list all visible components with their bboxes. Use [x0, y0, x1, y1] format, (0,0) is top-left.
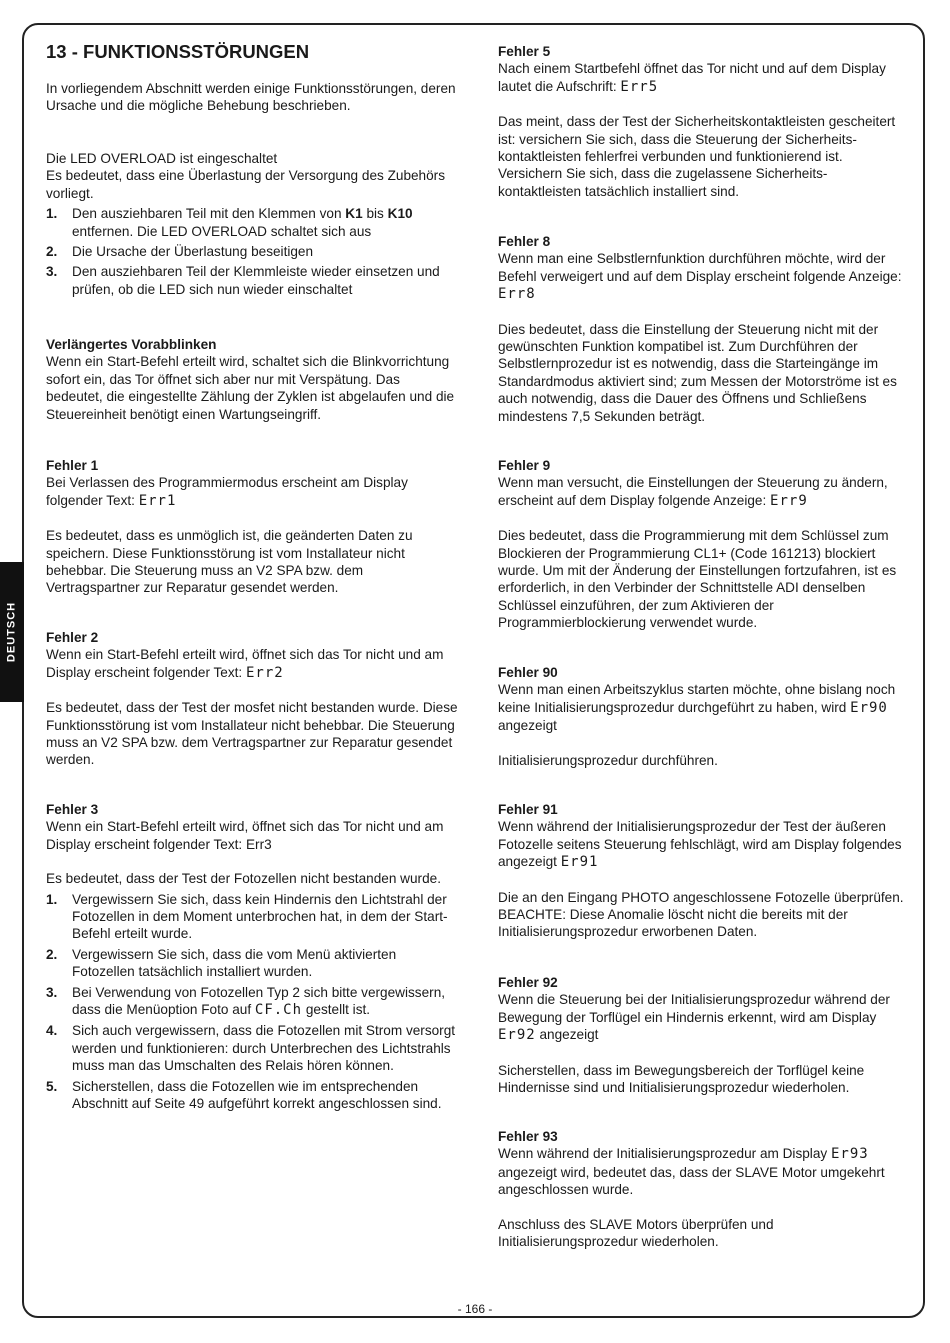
- section-heading: Fehler 90: [498, 665, 558, 680]
- section-text: Bei Verlassen des Programmiermodus erscheint am Display folgender Text: Err1: [46, 475, 408, 509]
- section-text: Wenn während der Initialisierungsprozedur am Display Er93 angezeigt wird, bedeutet das, dass der SLAVE Motor umgekehrt angeschlossen wurde.: [498, 1146, 885, 1198]
- list-item: 3. Bei Verwendung von Fotozellen Typ 2 sich bitte vergewissern, dass die Menüoption Foto auf CF.Ch gestellt ist.: [46, 984, 446, 1019]
- section-heading: Fehler 5: [498, 44, 551, 59]
- display-code: Er90: [850, 699, 888, 716]
- fehler-2: [46, 629, 460, 769]
- section-text: Das meint, dass der Test der Sicherheitskontaktleisten gescheitert ist: versichern Sie sich, dass die Steuerung der Sicherheits-kontaktleisten fehlerfrei verbunden und funktionierend ist. Versichern Sie sich, dass die zugelassene Sicherheits-kontaktleisten tatsächlich installiert sind.: [498, 114, 896, 199]
- list-item: 1. Den ausziehbaren Teil mit den Klemmen von K1 bis K10 entfernen. Die LED OVERLOAD schaltet sich aus: [46, 206, 413, 239]
- section-heading: Fehler 9: [498, 458, 551, 473]
- overload-line1: Die LED OVERLOAD ist eingeschaltet: [46, 151, 278, 166]
- display-code: CF.Ch: [254, 1002, 303, 1019]
- fehler-9: [498, 457, 908, 632]
- section-text: Nach einem Startbefehl öffnet das Tor nicht und auf dem Display lautet die Aufschrift: Err5: [498, 61, 886, 95]
- section-text: Wenn man einen Arbeitszyklus starten möchte, ohne bislang noch keine Initialisierungsprozedur durchgeführt zu haben, wird Er90 angezeigt: [498, 682, 896, 734]
- fehler-92: [498, 974, 908, 1096]
- section-heading: Fehler 93: [498, 1129, 558, 1144]
- overload-section: [46, 150, 460, 301]
- list-item: 2. Die Ursache der Überlastung beseitigen: [46, 244, 314, 260]
- section-text: Sicherstellen, dass im Bewegungsbereich der Torflügel keine Hindernisse sind und Initialisierungsprozedur wiederholen.: [498, 1062, 865, 1096]
- section-heading: Fehler 91: [498, 802, 558, 817]
- vorabblinken-section: [46, 336, 460, 423]
- section-heading: Fehler 2: [46, 630, 99, 645]
- fehler-1: [46, 457, 460, 597]
- fehler-8: [498, 233, 908, 425]
- display-code: Err8: [498, 286, 536, 303]
- section-text: Es bedeutet, dass es unmöglich ist, die geänderten Daten zu speichern. Diese Funktionsstörung ist vom Installateur nicht behebbar. Die Steuerung muss an V2 SPA bzw. dem Vertragspartner zur Reparatur gesendet werden.: [46, 528, 413, 596]
- section-heading: Verlängertes Vorabblinken: [46, 337, 217, 352]
- fehler-3-steps: [46, 891, 460, 1113]
- language-tab: [0, 562, 24, 702]
- overload-line2: Es bedeutet, dass eine Überlastung der Versorgung des Zubehörs vorliegt.: [46, 168, 446, 201]
- list-item: 5. Sicherstellen, dass die Fotozellen wie im entsprechenden Abschnitt auf Seite 49 aufgeführt korrekt angeschlossen sind.: [46, 1078, 442, 1112]
- section-text: Wenn man versucht, die Einstellungen der Steuerung zu ändern, erscheint auf dem Display folgende Anzeige: Err9: [498, 475, 888, 509]
- display-code: Er92: [498, 1027, 536, 1044]
- overload-steps: [46, 205, 460, 298]
- section-title: 13 - FUNKTIONSSTÖRUNGEN: [46, 41, 310, 62]
- list-item: 1. Vergewissern Sie sich, dass kein Hindernis den Lichtstrahl der Fotozellen in dem Moment unterbrochen hat, in dem der Start-Befehl erteilt wurde.: [46, 891, 448, 942]
- intro-text: In vorliegendem Abschnitt werden einige Funktionsstörungen, deren Ursache und die mögliche Behebung beschrieben.: [46, 81, 456, 114]
- list-item: 3. Den ausziehbaren Teil der Klemmleiste wieder einsetzen und prüfen, ob die LED sich nun wieder einschaltet: [46, 264, 440, 297]
- section-text: Es bedeutet, dass der Test der Fotozellen nicht bestanden wurde.: [46, 871, 441, 887]
- fehler-5: [498, 43, 908, 200]
- section-text: Dies bedeutet, dass die Einstellung der Steuerung nicht mit der gewünschten Funktion kompatibel ist. Zum Durchführen der Selbstlernprozedur ist es notwendig, dass die Starteingänge im Standardmodus aktiviert sind; zum Messen der Motorströme ist es auch notwendig, dass die Dauer des Öffnens und Schließens mindestens 7,5 Sekunden beträgt.: [498, 321, 897, 424]
- display-code: Er93: [830, 1146, 869, 1163]
- section-text: Wenn man eine Selbstlernfunktion durchführen möchte, wird der Befehl verweigert und auf dem Display erscheint folgende Anzeige: Err8: [498, 251, 902, 303]
- display-code: Err9: [770, 492, 808, 509]
- fehler-3: [46, 801, 460, 1116]
- section-text: Wenn ein Start-Befehl erteilt wird, öffnet sich das Tor nicht und am Display erscheint folgender Text: Err3: [46, 819, 444, 852]
- section-text: Wenn ein Start-Befehl erteilt wird, schaltet sich die Blinkvorrichtung sofort ein, das Tor öffnet sich aber nur mit Verspätung. Das bedeutet, die eingestellte Zählung der Zyklen ist abgelaufen und die Steuereinheit benötigt einen Wartungseingriff.: [46, 354, 455, 422]
- section-text: Wenn während der Initialisierungsprozedur der Test der äußeren Fotozelle seitens Steuerung fehlschlägt, wird am Display folgendes angezeigt Er91: [498, 819, 902, 871]
- section-text: Die an den Eingang PHOTO angeschlossene Fotozelle überprüfen. BEACHTE: Diese Anomalie löscht nicht die bereits mit der Initialisierungsprozedur erworbenen Daten.: [498, 889, 904, 940]
- section-text: Initialisierungsprozedur durchführen.: [498, 752, 718, 768]
- section-heading: Fehler 1: [46, 458, 99, 473]
- fehler-91: [498, 801, 908, 941]
- section-heading: Fehler 92: [498, 975, 558, 990]
- fehler-93: [498, 1128, 908, 1250]
- fehler-90: [498, 664, 908, 769]
- display-code: Er91: [560, 854, 599, 871]
- section-heading: Fehler 3: [46, 802, 99, 817]
- page-number: - 166 -: [457, 1302, 493, 1316]
- section-heading: Fehler 8: [498, 234, 551, 249]
- display-code: Err1: [138, 492, 177, 509]
- display-code: Err2: [245, 664, 284, 681]
- list-item: 4. Sich auch vergewissern, dass die Fotozellen mit Strom versorgt werden und funktionieren: durch Unterbrechen des Lichtstrahls muss man das Umschalten des Relais hören können.: [46, 1023, 456, 1074]
- list-item: 2. Vergewissern Sie sich, dass die vom Menü aktivierten Fotozellen tatsächlich installiert wurden.: [46, 946, 397, 980]
- section-text: Anschluss des SLAVE Motors überprüfen und Initialisierungsprozedur wiederholen.: [498, 1216, 774, 1250]
- section-text: Dies bedeutet, dass die Programmierung mit dem Schlüssel zum Blockieren der Programmierung CL1+ (Code 161213) blockiert wurde. Um mit der Änderung der Einstellungen fortzufahren, ist es erforderlich, in den Verbinder der Schnittstelle ADI denselben Schlüssel einzuführen, der zum Aktivieren der Programmierblockierung verwendet wurde.: [498, 528, 897, 631]
- language-tab-label: DEUTSCH: [5, 601, 18, 663]
- display-code: Err5: [620, 78, 659, 95]
- section-text: Wenn ein Start-Befehl erteilt wird, öffnet sich das Tor nicht und am Display erscheint folgender Text: Err2: [46, 647, 444, 681]
- section-text: Es bedeutet, dass der Test der mosfet nicht bestanden wurde. Diese Funktionsstörung ist vom Installateur nicht behebbar. Die Steuerung muss an V2 SPA bzw. dem Vertragspartner zur Reparatur gesendet werden.: [46, 700, 458, 768]
- section-text: Wenn die Steuerung bei der Initialisierungsprozedur während der Bewegung der Torflügel ein Hindernis erkennt, wird am Display Er92 angezeigt: [498, 992, 890, 1044]
